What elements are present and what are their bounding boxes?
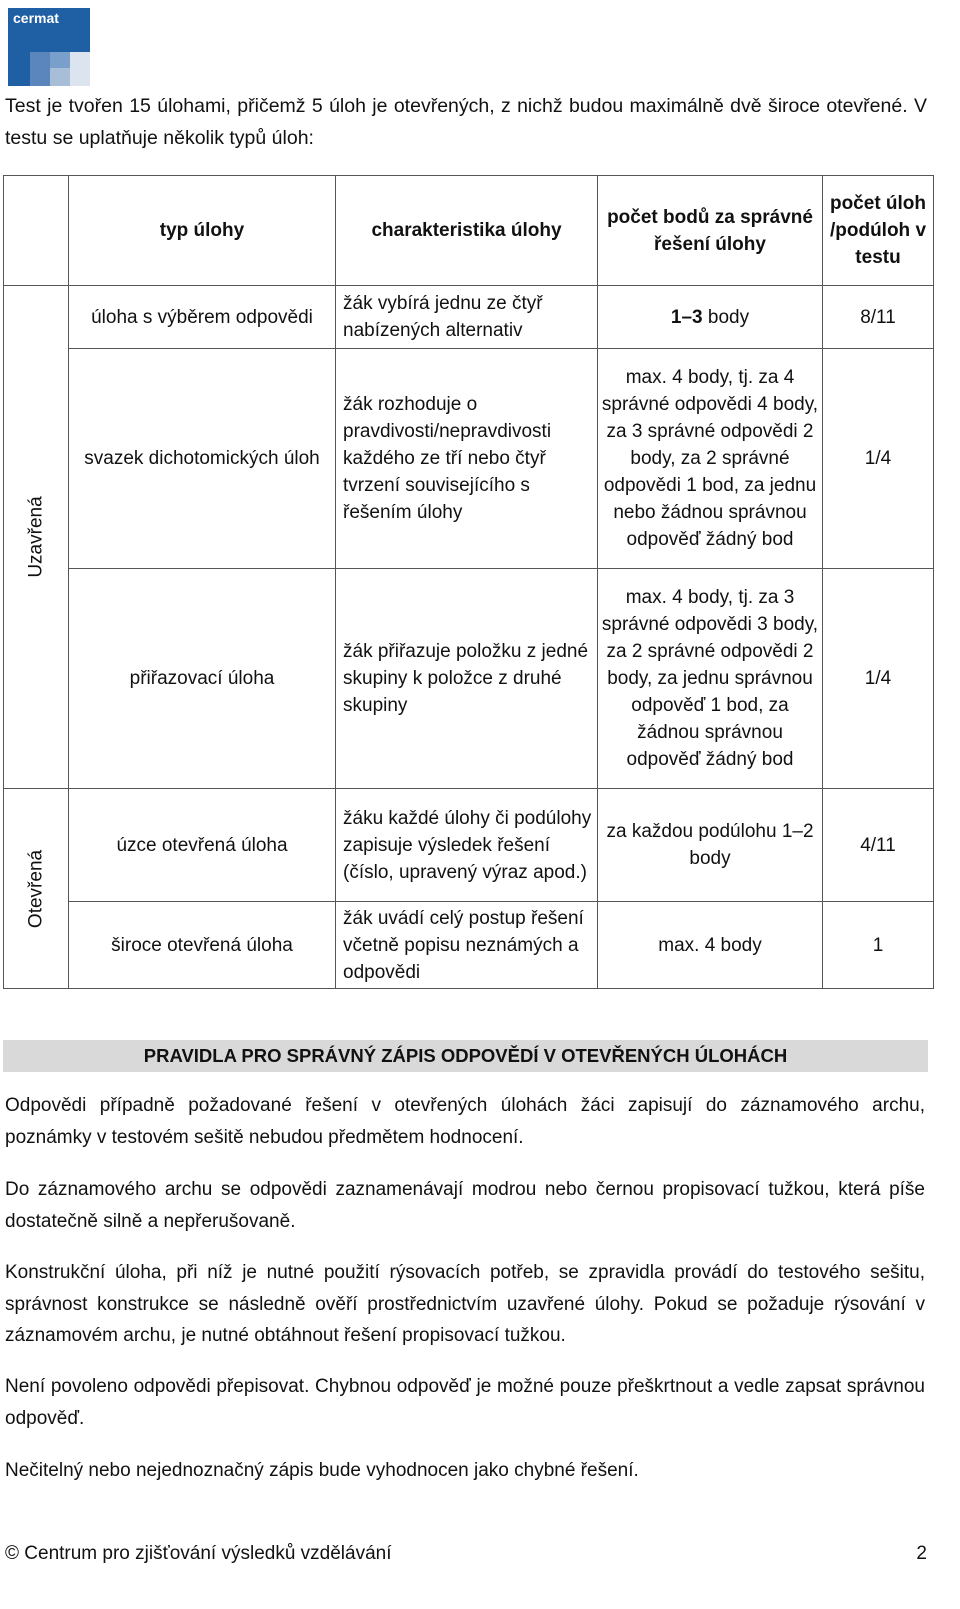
header-body: počet bodů za správné řešení úlohy [598, 176, 823, 286]
footer-copyright: © Centrum pro zjišťování výsledků vzdělávání [5, 1543, 392, 1564]
header-typ: typ úlohy [69, 176, 336, 286]
row-char: žák rozhoduje o pravdivosti/nepravdivosti každého ze tří nebo čtyř tvrzení souvisejícího s řešením úlohy [336, 349, 598, 569]
row-typ: úzce otevřená úloha [69, 789, 336, 902]
header-char: charakteristika úlohy [336, 176, 598, 286]
cermat-logo [8, 8, 90, 86]
row-typ: úloha s výběrem odpovědi [69, 286, 336, 349]
table-row [4, 569, 934, 789]
row-pocet: 1/4 [823, 349, 934, 569]
row-typ: přiřazovací úloha [69, 569, 336, 789]
table-row [4, 789, 934, 902]
row-pocet: 4/11 [823, 789, 934, 902]
row-char: žák přiřazuje položku z jedné skupiny k položce z druhé skupiny [336, 569, 598, 789]
row-body-bold: 1–3 [670, 306, 703, 328]
group-closed-label: Uzavřená [25, 496, 47, 578]
group-open-label: Otevřená [25, 849, 47, 928]
row-char: žáku každé úlohy či podúlohy zapisuje výsledek řešení (číslo, upravený výraz apod.) [336, 789, 598, 902]
page-footer [5, 1539, 927, 1569]
page-number: 2 [916, 1543, 927, 1564]
row-pocet: 1/4 [823, 569, 934, 789]
header-empty [4, 176, 69, 286]
row-char: žák vybírá jednu ze čtyř nabízených alternativ [336, 286, 598, 349]
logo-text: cermat [13, 10, 59, 26]
row-body: 1–3 body [598, 286, 823, 349]
group-open-cell [4, 789, 69, 989]
table-row [4, 286, 934, 349]
rules-paragraph: Odpovědi případně požadované řešení v otevřených úlohách žáci zapisují do záznamového archu, poznámky v testovém sešitě nebudou předmětem hodnocení. [5, 1095, 925, 1148]
table-row [4, 902, 934, 989]
row-char: žák uvádí celý postup řešení včetně popisu neznámých a odpovědi [336, 902, 598, 989]
rules-paragraph: Do záznamového archu se odpovědi zaznamenávají modrou nebo černou propisovací tužkou, která píše dostatečně silně a nepřerušovaně. [5, 1179, 925, 1232]
table-header-row [4, 176, 934, 286]
table-row [4, 349, 934, 569]
row-pocet: 8/11 [823, 286, 934, 349]
row-body: max. 4 body, tj. za 4 správné odpovědi 4 body, za 3 správné odpovědi 2 body, za 2 správné odpovědi 1 bod, za jednu nebo žádnou správnou odpověď žádný bod [598, 349, 823, 569]
intro-paragraph: Test je tvořen 15 úlohami, přičemž 5 úloh je otevřených, z nichž budou maximálně dvě široce otevřené. V testu se uplatňuje několik typů úloh: [5, 95, 927, 149]
row-typ: svazek dichotomických úloh [69, 349, 336, 569]
header-pocet: počet úloh /podúloh v testu [823, 176, 934, 286]
row-body: max. 4 body [598, 902, 823, 989]
rules-paragraph: Není povoleno odpovědi přepisovat. Chybnou odpověď je možné pouze přeškrtnout a vedle zapsat správnou odpověď. [5, 1376, 925, 1429]
row-body: za každou podúlohu 1–2 body [598, 789, 823, 902]
rules-heading: PRAVIDLA PRO SPRÁVNÝ ZÁPIS ODPOVĚDÍ V OTEVŘENÝCH ÚLOHÁCH [3, 1040, 928, 1072]
row-body: max. 4 body, tj. za 3 správné odpovědi 3 body, za 2 správné odpovědi 2 body, za jednu správnou odpověď 1 bod, za žádnou správnou odpověď žádný bod [598, 569, 823, 789]
group-closed-cell [4, 286, 69, 789]
task-types-table [3, 175, 934, 989]
rules-paragraph: Nečitelný nebo nejednoznačný zápis bude vyhodnocen jako chybné řešení. [5, 1460, 639, 1481]
row-pocet: 1 [823, 902, 934, 989]
row-typ: široce otevřená úloha [69, 902, 336, 989]
rules-paragraph: Konstrukční úloha, při níž je nutné použití rýsovacích potřeb, se zpravidla provádí do testového sešitu, správnost konstrukce se následně ověří prostřednictvím uzavřené úlohy. Pokud se požaduje rýsování v záznamovém archu, je nutné obtáhnout řešení propisovací tužkou. [5, 1262, 925, 1346]
